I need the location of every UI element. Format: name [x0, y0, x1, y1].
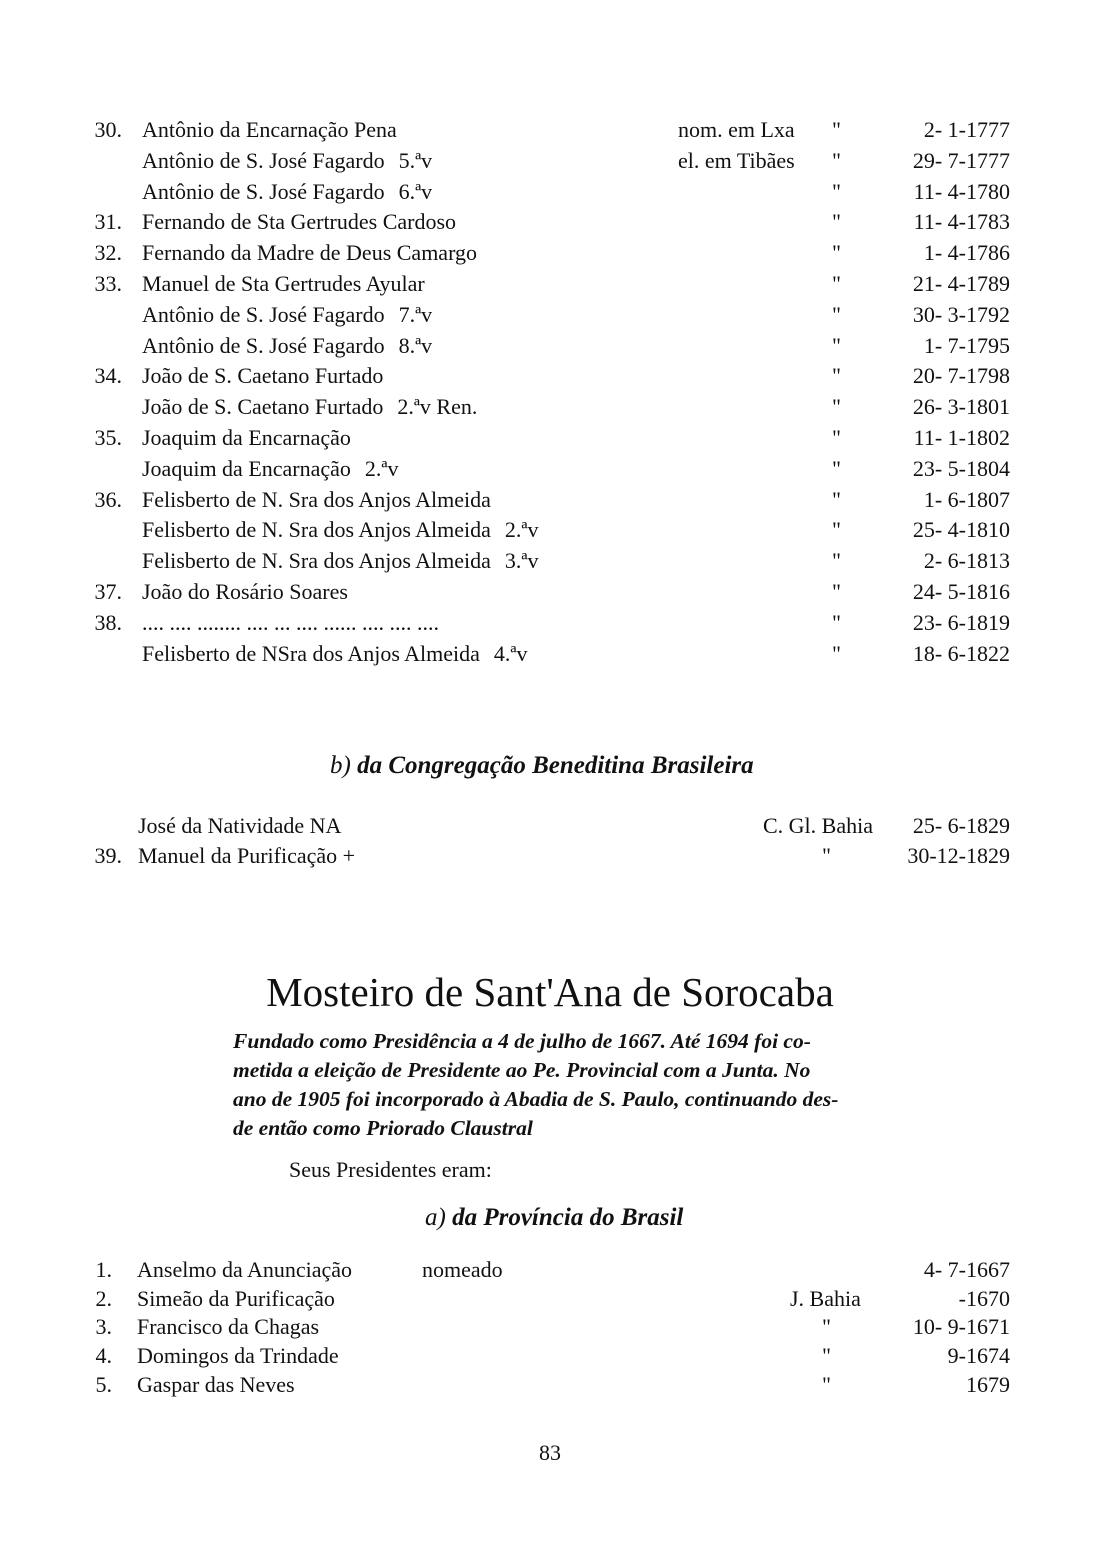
row-number: 30.: [94, 117, 122, 142]
person-name: Antônio de S. José Fagardo: [142, 178, 385, 204]
term-note: 8.ªv: [398, 332, 433, 358]
ditto-mark: ": [832, 609, 841, 635]
row-number: 2.: [95, 1285, 112, 1311]
table-row: [0, 1311, 1100, 1342]
table-row: [0, 514, 1100, 545]
person-name-cell: [142, 360, 397, 391]
ditto-mark: ": [832, 209, 841, 235]
intro-line: Fundado como Presidência a 4 de julho de 1667. Até 1694 foi co-: [233, 1029, 811, 1053]
table-row: [0, 1369, 1100, 1400]
date: 20- 7-1798: [912, 363, 1010, 389]
place: ": [822, 843, 831, 868]
date: 1- 6-1807: [923, 486, 1010, 512]
person-name-cell: [142, 206, 470, 237]
section-letter: a): [425, 1204, 446, 1231]
date: 23- 6-1819: [912, 609, 1010, 635]
ditto-mark: ": [832, 394, 841, 420]
table-row: [0, 1283, 1100, 1314]
table-row: [0, 607, 1100, 638]
table-row: [0, 176, 1100, 207]
table-row: [0, 545, 1100, 576]
date: 25- 4-1810: [912, 517, 1010, 543]
ditto-mark: ": [832, 301, 841, 327]
table-row: [0, 391, 1100, 422]
date: 1- 4-1786: [923, 240, 1010, 266]
term-note: 7.ªv: [398, 301, 433, 327]
section-a-heading: [425, 1204, 683, 1232]
table-row: [0, 1340, 1100, 1371]
ditto-mark: ": [832, 178, 841, 204]
date: 2- 1-1777: [923, 117, 1010, 142]
presidents-label: Seus Presidentes eram:: [289, 1157, 492, 1182]
person-name-cell: [142, 453, 398, 484]
ditto-mark: ": [832, 579, 841, 604]
ditto-mark: ": [832, 147, 841, 173]
section-b-heading: [330, 752, 754, 780]
person-name: Domingos da Trindade: [137, 1343, 339, 1369]
ditto-mark: ": [832, 425, 841, 450]
person-name-cell: [142, 422, 365, 453]
person-name: Antônio de S. José Fagardo: [142, 332, 385, 358]
person-name: Felisberto de N. Sra dos Anjos Almeida: [142, 486, 491, 512]
person-name: Francisco da Chagas: [137, 1314, 320, 1340]
date: 11- 4-1783: [913, 209, 1010, 235]
row-number: 1.: [95, 1257, 112, 1282]
date: 21- 4-1789: [912, 271, 1010, 296]
person-name: Joaquim da Encarnação: [142, 455, 351, 481]
place: el. em Tibães: [678, 147, 795, 173]
term-note: 2.ªv Ren.: [397, 394, 478, 420]
person-name-cell: [142, 145, 432, 176]
person-name: Fernando de Sta Gertrudes Cardoso: [142, 209, 457, 235]
row-number: 35.: [94, 425, 122, 450]
row-number: 5.: [95, 1371, 112, 1397]
date: 30-12-1829: [907, 843, 1010, 868]
row-number: 36.: [94, 486, 122, 512]
row-number: 4.: [95, 1343, 112, 1369]
person-name: Joaquim da Encarnação: [142, 425, 351, 450]
date: 30- 3-1792: [912, 301, 1010, 327]
table-row: [0, 299, 1100, 330]
term-note: 6.ªv: [398, 178, 433, 204]
date: 25- 6-1829: [912, 813, 1010, 838]
place: J. Bahia: [790, 1285, 861, 1311]
date: 4- 7-1667: [923, 1257, 1010, 1282]
place: nom. em Lxa: [678, 117, 795, 142]
date: 18- 6-1822: [912, 640, 1010, 666]
row-number: 33.: [94, 271, 122, 296]
section-text: da Congregação Beneditina Brasileira: [357, 752, 754, 779]
person-name: Simeão da Purificação: [137, 1285, 335, 1311]
person-name-cell: [142, 638, 528, 669]
place: C. Gl. Bahia: [763, 813, 873, 838]
table-row: [0, 237, 1100, 268]
date: 2- 6-1813: [923, 548, 1010, 574]
term-note: 2.ªv: [364, 455, 399, 481]
person-name: Fernando da Madre de Deus Camargo: [142, 240, 477, 266]
person-name: Manuel da Purificação +: [138, 843, 356, 868]
ditto-mark: ": [832, 455, 841, 481]
place: ": [822, 1371, 831, 1397]
table-row: [0, 114, 1100, 145]
section-letter: b): [330, 752, 351, 779]
person-name-cell: [142, 176, 432, 207]
table-row: [0, 330, 1100, 361]
table-row: [0, 810, 1100, 841]
place: ": [822, 1314, 831, 1340]
date: 9-1674: [947, 1343, 1010, 1369]
ditto-mark: ": [832, 240, 841, 266]
person-name: Felisberto de NSra dos Anjos Almeida: [142, 640, 480, 666]
row-number: 3.: [95, 1314, 112, 1340]
row-number: 38.: [94, 609, 122, 635]
person-name: Antônio da Encarnação Pena: [142, 117, 397, 142]
table-row: [0, 1254, 1100, 1285]
intro-line: de então como Priorado Claustral: [233, 1116, 533, 1140]
ditto-mark: ": [832, 486, 841, 512]
table-row: [0, 840, 1100, 871]
person-name: Anselmo da Anunciação: [137, 1257, 353, 1282]
intro-line: ano de 1905 foi incorporado à Abadia de S. Paulo, continuando des-: [233, 1087, 839, 1111]
page-number: 83: [539, 1440, 561, 1465]
person-name-cell: [142, 514, 539, 545]
row-number: 39.: [94, 843, 122, 868]
row-number: 34.: [94, 363, 122, 389]
table-row: [0, 576, 1100, 607]
term-note: 3.ªv: [504, 548, 539, 574]
person-name: João de S. Caetano Furtado: [142, 363, 384, 389]
intro-line: metida a eleição de Presidente ao Pe. Provincial com a Junta. No: [233, 1058, 811, 1082]
ditto-mark: ": [832, 517, 841, 543]
table-row: [0, 453, 1100, 484]
page-title: Mosteiro de Sant'Ana de Sorocaba: [266, 969, 834, 1015]
row-number: 37.: [94, 579, 122, 604]
ditto-mark: ": [832, 363, 841, 389]
row-number: 31.: [94, 209, 122, 235]
date: 10- 9-1671: [912, 1314, 1010, 1340]
person-name: Felisberto de N. Sra dos Anjos Almeida: [142, 548, 491, 574]
ditto-mark: ": [832, 548, 841, 574]
table-row: [0, 206, 1100, 237]
table-row: [0, 422, 1100, 453]
person-name-cell: [142, 391, 477, 422]
person-name: Gaspar das Neves: [137, 1371, 295, 1397]
place: ": [822, 1343, 831, 1369]
date: 24- 5-1816: [912, 579, 1010, 604]
date: 11- 1-1802: [913, 425, 1010, 450]
person-name: Antônio de S. José Fagardo: [142, 147, 385, 173]
row-number: 32.: [94, 240, 122, 266]
person-name-cell: [142, 545, 539, 576]
term-note: 4.ªv: [493, 640, 528, 666]
table-row: [0, 145, 1100, 176]
table-row: [0, 484, 1100, 515]
term-note: 5.ªv: [398, 147, 433, 173]
table-row: [0, 638, 1100, 669]
person-name: Manuel de Sta Gertrudes Ayular: [142, 271, 425, 296]
intro-paragraph: [233, 1027, 923, 1143]
ditto-mark: ": [832, 640, 841, 666]
person-name-cell: [142, 607, 453, 638]
date: 26- 3-1801: [912, 394, 1010, 420]
term-note: 2.ªv: [504, 517, 539, 543]
person-name: Felisberto de N. Sra dos Anjos Almeida: [142, 517, 491, 543]
date: -1670: [958, 1285, 1010, 1311]
ditto-mark: ": [832, 271, 841, 296]
date: 1679: [966, 1371, 1010, 1397]
date: 29- 7-1777: [912, 147, 1010, 173]
person-name-cell: [142, 299, 432, 330]
date: 1- 7-1795: [923, 332, 1010, 358]
person-name-cell: [142, 114, 411, 145]
date: 23- 5-1804: [912, 455, 1010, 481]
table-row: [0, 360, 1100, 391]
person-name: João do Rosário Soares: [142, 579, 348, 604]
ditto-mark: ": [832, 332, 841, 358]
person-name-cell: [142, 576, 362, 607]
person-name: João de S. Caetano Furtado: [142, 394, 384, 420]
person-name-cell: [142, 330, 432, 361]
appointment: nomeado: [422, 1257, 503, 1282]
person-name: .... .... ........ .... ... .... ...... .... .... ....: [142, 609, 439, 635]
person-name-cell: [142, 237, 491, 268]
table-row: [0, 268, 1100, 299]
ditto-mark: ": [832, 117, 841, 142]
person-name: Antônio de S. José Fagardo: [142, 301, 385, 327]
person-name-cell: [142, 484, 505, 515]
date: 11- 4-1780: [913, 178, 1010, 204]
person-name-cell: [142, 268, 439, 299]
section-text: da Província do Brasil: [452, 1204, 684, 1231]
person-name: José da Natividade NA: [138, 813, 342, 838]
